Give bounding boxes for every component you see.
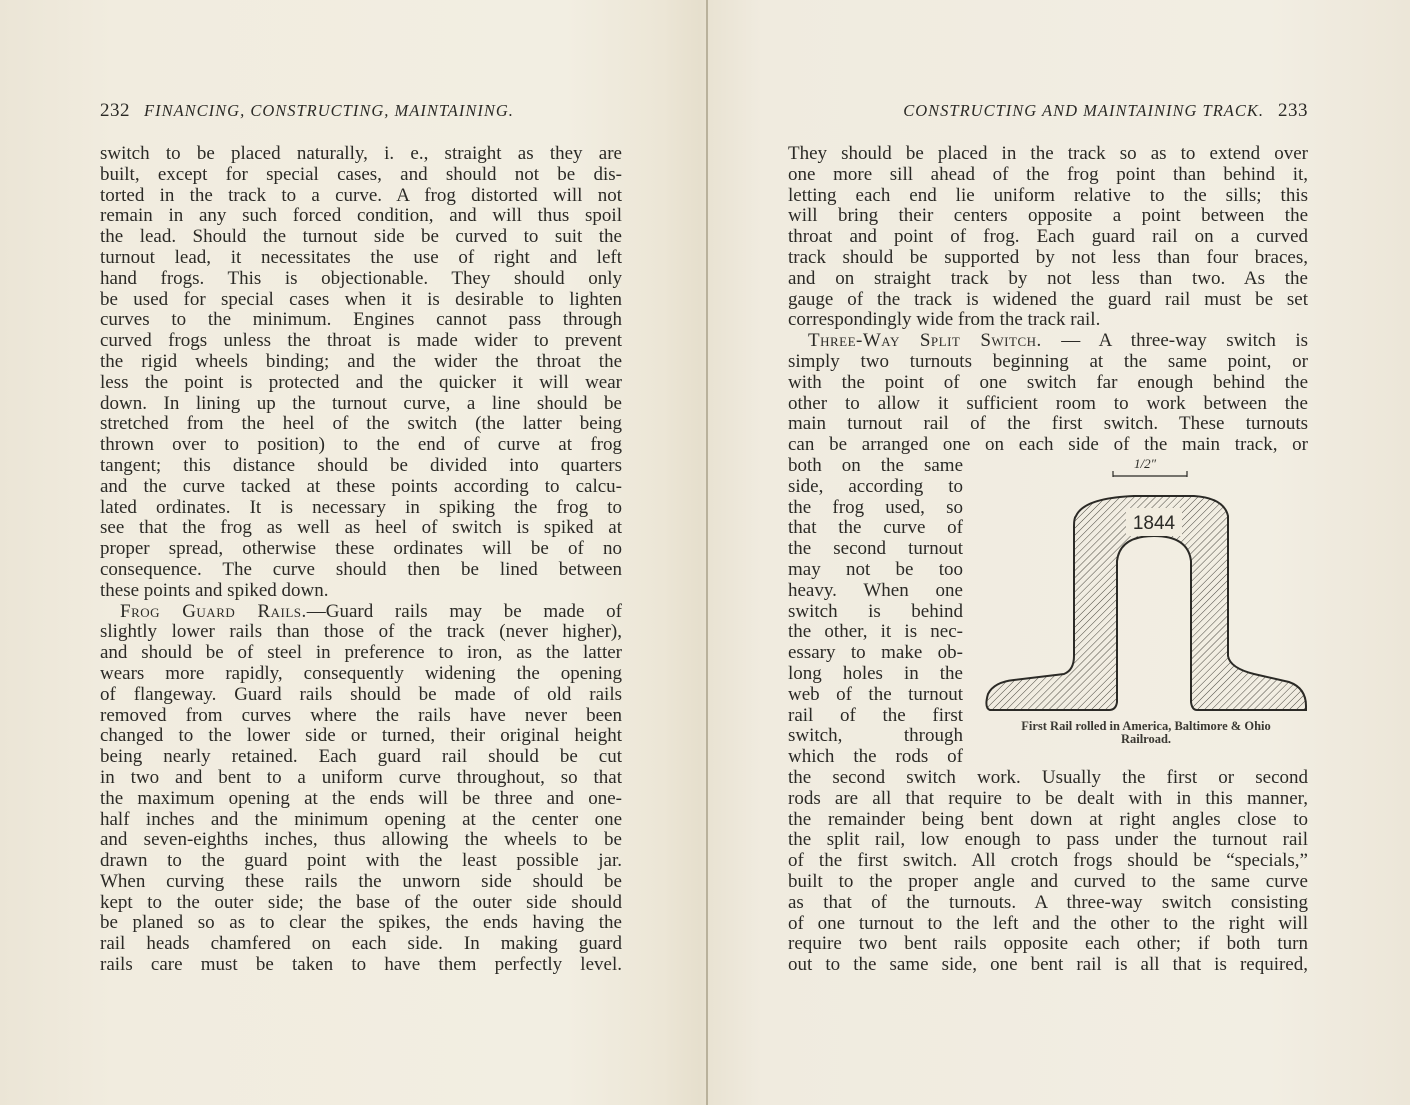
text-line: other to allow it sufficient room to work between the [788,392,1308,414]
text-line: stretched from the heel of the switch (the latter being [100,413,622,435]
text-line: torted in the track to a curve. A frog distorted will not [100,184,622,206]
rail-cross-section-illustration [984,456,1308,716]
text-line: web of the turnout [788,683,963,705]
text-line: lated ordinates. It is necessary in spiking the frog to [100,496,622,518]
text-line: rail of the first [788,704,963,726]
text-line: slightly lower rails than those of the track (never higher), [100,621,622,643]
text-line: gauge of the track is widened the guard rail must be set [788,288,1308,310]
text-line: that the curve of [788,517,963,539]
section-heading-line [788,331,1308,352]
wrap-region [788,456,1308,768]
rail-figure [984,456,1308,746]
text-line: the second switch work. Usually the first or second [788,766,1308,788]
text-line: the other, it is nec- [788,621,963,643]
section-lead-text: — A three-way switch is [1041,330,1308,352]
text-line: and on straight track by not less than two. As the [788,267,1308,289]
running-head-title: FINANCING, CONSTRUCTING, MAINTAINING. [144,101,514,120]
text-line: the maximum opening at the ends will be three and one- [100,787,622,809]
text-line: these points and spiked down. [100,579,329,601]
section-heading: Frog Guard Rails. [120,600,307,622]
text-line: of flangeway. Guard rails should be made of old rails [100,683,622,705]
text-line: in two and bent to a uniform curve throughout, so that [100,766,622,788]
text-line: built to the proper angle and curved to the same curve [788,870,1308,892]
section-heading-line [100,602,622,623]
section-lead-text: —Guard rails may be made of [306,600,623,622]
left-running-head [100,100,514,124]
text-line: the lead. Should the turnout side be curved to suit the [100,226,622,248]
text-line: rails care must be taken to have them perfectly level. [100,954,622,976]
section-heading: Three-Way Split Switch. [808,330,1042,352]
left-body-text [100,144,622,976]
text-line: with the point of one switch far enough behind the [788,371,1308,393]
text-line: wears more rapidly, consequently widening the opening [100,662,622,684]
text-line: switch to be placed naturally, i. e., straight as they are [100,143,622,164]
text-line: may not be too [788,558,963,580]
text-line: simply two turnouts beginning at the same point, or [788,350,1308,372]
text-line: the remainder being bent down at right angles close to [788,808,1308,830]
text-line: the split rail, low enough to pass under the turnout rail [788,829,1308,851]
text-line: half inches and the minimum opening at the center one [100,808,622,830]
text-line: out to the same side, one bent rail is all that is required, [788,954,1308,976]
wrapped-text-column [788,456,963,768]
text-line: down. In lining up the turnout curve, a line should be [100,392,622,414]
text-line: switch is behind [788,600,963,622]
text-line: curves to the minimum. Engines cannot pass through [100,309,622,331]
text-line: be planed so as to clear the spikes, the ends having the [100,912,622,934]
text-line: the second turnout [788,538,963,560]
text-line: see that the frog as well as heel of switch is spiked at [100,517,622,539]
text-line: both on the same [788,454,963,476]
text-line: can be arranged one on each side of the main track, or [788,434,1308,456]
text-line: They should be placed in the track so as to extend over [788,143,1308,164]
page-number: 233 [1278,100,1308,121]
text-line: will bring their centers opposite a point between the [788,205,1308,227]
text-line: proper spread, otherwise these ordinates will be of no [100,538,622,560]
text-line: one more sill ahead of the frog point than behind it, [788,163,1308,185]
text-line: main turnout rail of the first switch. These turnouts [788,413,1308,435]
text-line: essary to make ob- [788,642,963,664]
text-line: rail heads chamfered on each side. In making guard [100,933,622,955]
text-line: built, except for special cases, and should not be dis- [100,163,622,185]
text-line: tangent; this distance should be divided into quarters [100,454,622,476]
text-line: removed from curves where the rails have never been [100,704,622,726]
book-gutter [706,0,708,1105]
text-line: remain in any such forced condition, and will thus spoil [100,205,622,227]
text-line: turnout lead, it necessitates the use of right and left [100,246,622,268]
text-line: letting each end lie uniform relative to the sills; this [788,184,1308,206]
text-line: changed to the lower side or turned, their original height [100,725,622,747]
svg-text:1844: 1844 [1132,512,1176,534]
right-body-text [788,144,1308,976]
caption-line: First Rail rolled in America, Baltimore & Ohio [1021,718,1271,733]
caption-line: Railroad. [1120,731,1172,746]
text-line: heavy. When one [788,579,963,601]
running-head-title: CONSTRUCTING AND MAINTAINING TRACK. [903,101,1264,120]
right-running-head [903,100,1308,124]
text-line: the frog used, so [788,496,963,518]
text-line: be used for special cases when it is desirable to lighten [100,288,622,310]
text-line: and should be of steel in preference to iron, as the latter [100,642,622,664]
text-line: less the point is protected and the quicker it will wear [100,371,622,393]
text-line: require two bent rails opposite each other; if both turn [788,933,1308,955]
text-line: and seven-eighths inches, thus allowing the wheels to be [100,829,622,851]
figure-caption [984,720,1308,746]
text-line: switch, through [788,725,963,747]
text-line: hand frogs. This is objectionable. They should only [100,267,622,289]
text-line: throat and point of frog. Each guard rail on a curved [788,226,1308,248]
scale-label: 1/2″ [1134,455,1157,471]
page-number: 232 [100,100,130,121]
text-line: side, according to [788,475,963,497]
text-line: long holes in the [788,662,963,684]
text-line: of one turnout to the left and the other to the right will [788,912,1308,934]
text-line: consequence. The curve should then be lined between [100,558,622,580]
text-line: the rigid wheels binding; and the wider the throat the [100,350,622,372]
text-line: which the rods of [788,746,963,768]
text-line: and the curve tacked at these points according to calcu- [100,475,622,497]
text-line: drawn to the guard point with the least possible jar. [100,850,622,872]
text-line: thrown over to position) to the end of curve at frog [100,434,622,456]
text-line: curved frogs unless the throat is made wider to prevent [100,330,622,352]
text-line: rods are all that require to be dealt with in this manner, [788,787,1308,809]
text-line: When curving these rails the unworn side should be [100,870,622,892]
text-line: track should be supported by not less than four braces, [788,246,1308,268]
text-line: being nearly retained. Each guard rail should be cut [100,746,622,768]
text-line: as that of the turnouts. A three-way switch consisting [788,891,1308,913]
text-line: of the first switch. All crotch frogs should be “specials,” [788,850,1308,872]
text-line: correspondingly wide from the track rail. [788,309,1101,331]
text-line: kept to the outer side; the base of the outer side should [100,891,622,913]
